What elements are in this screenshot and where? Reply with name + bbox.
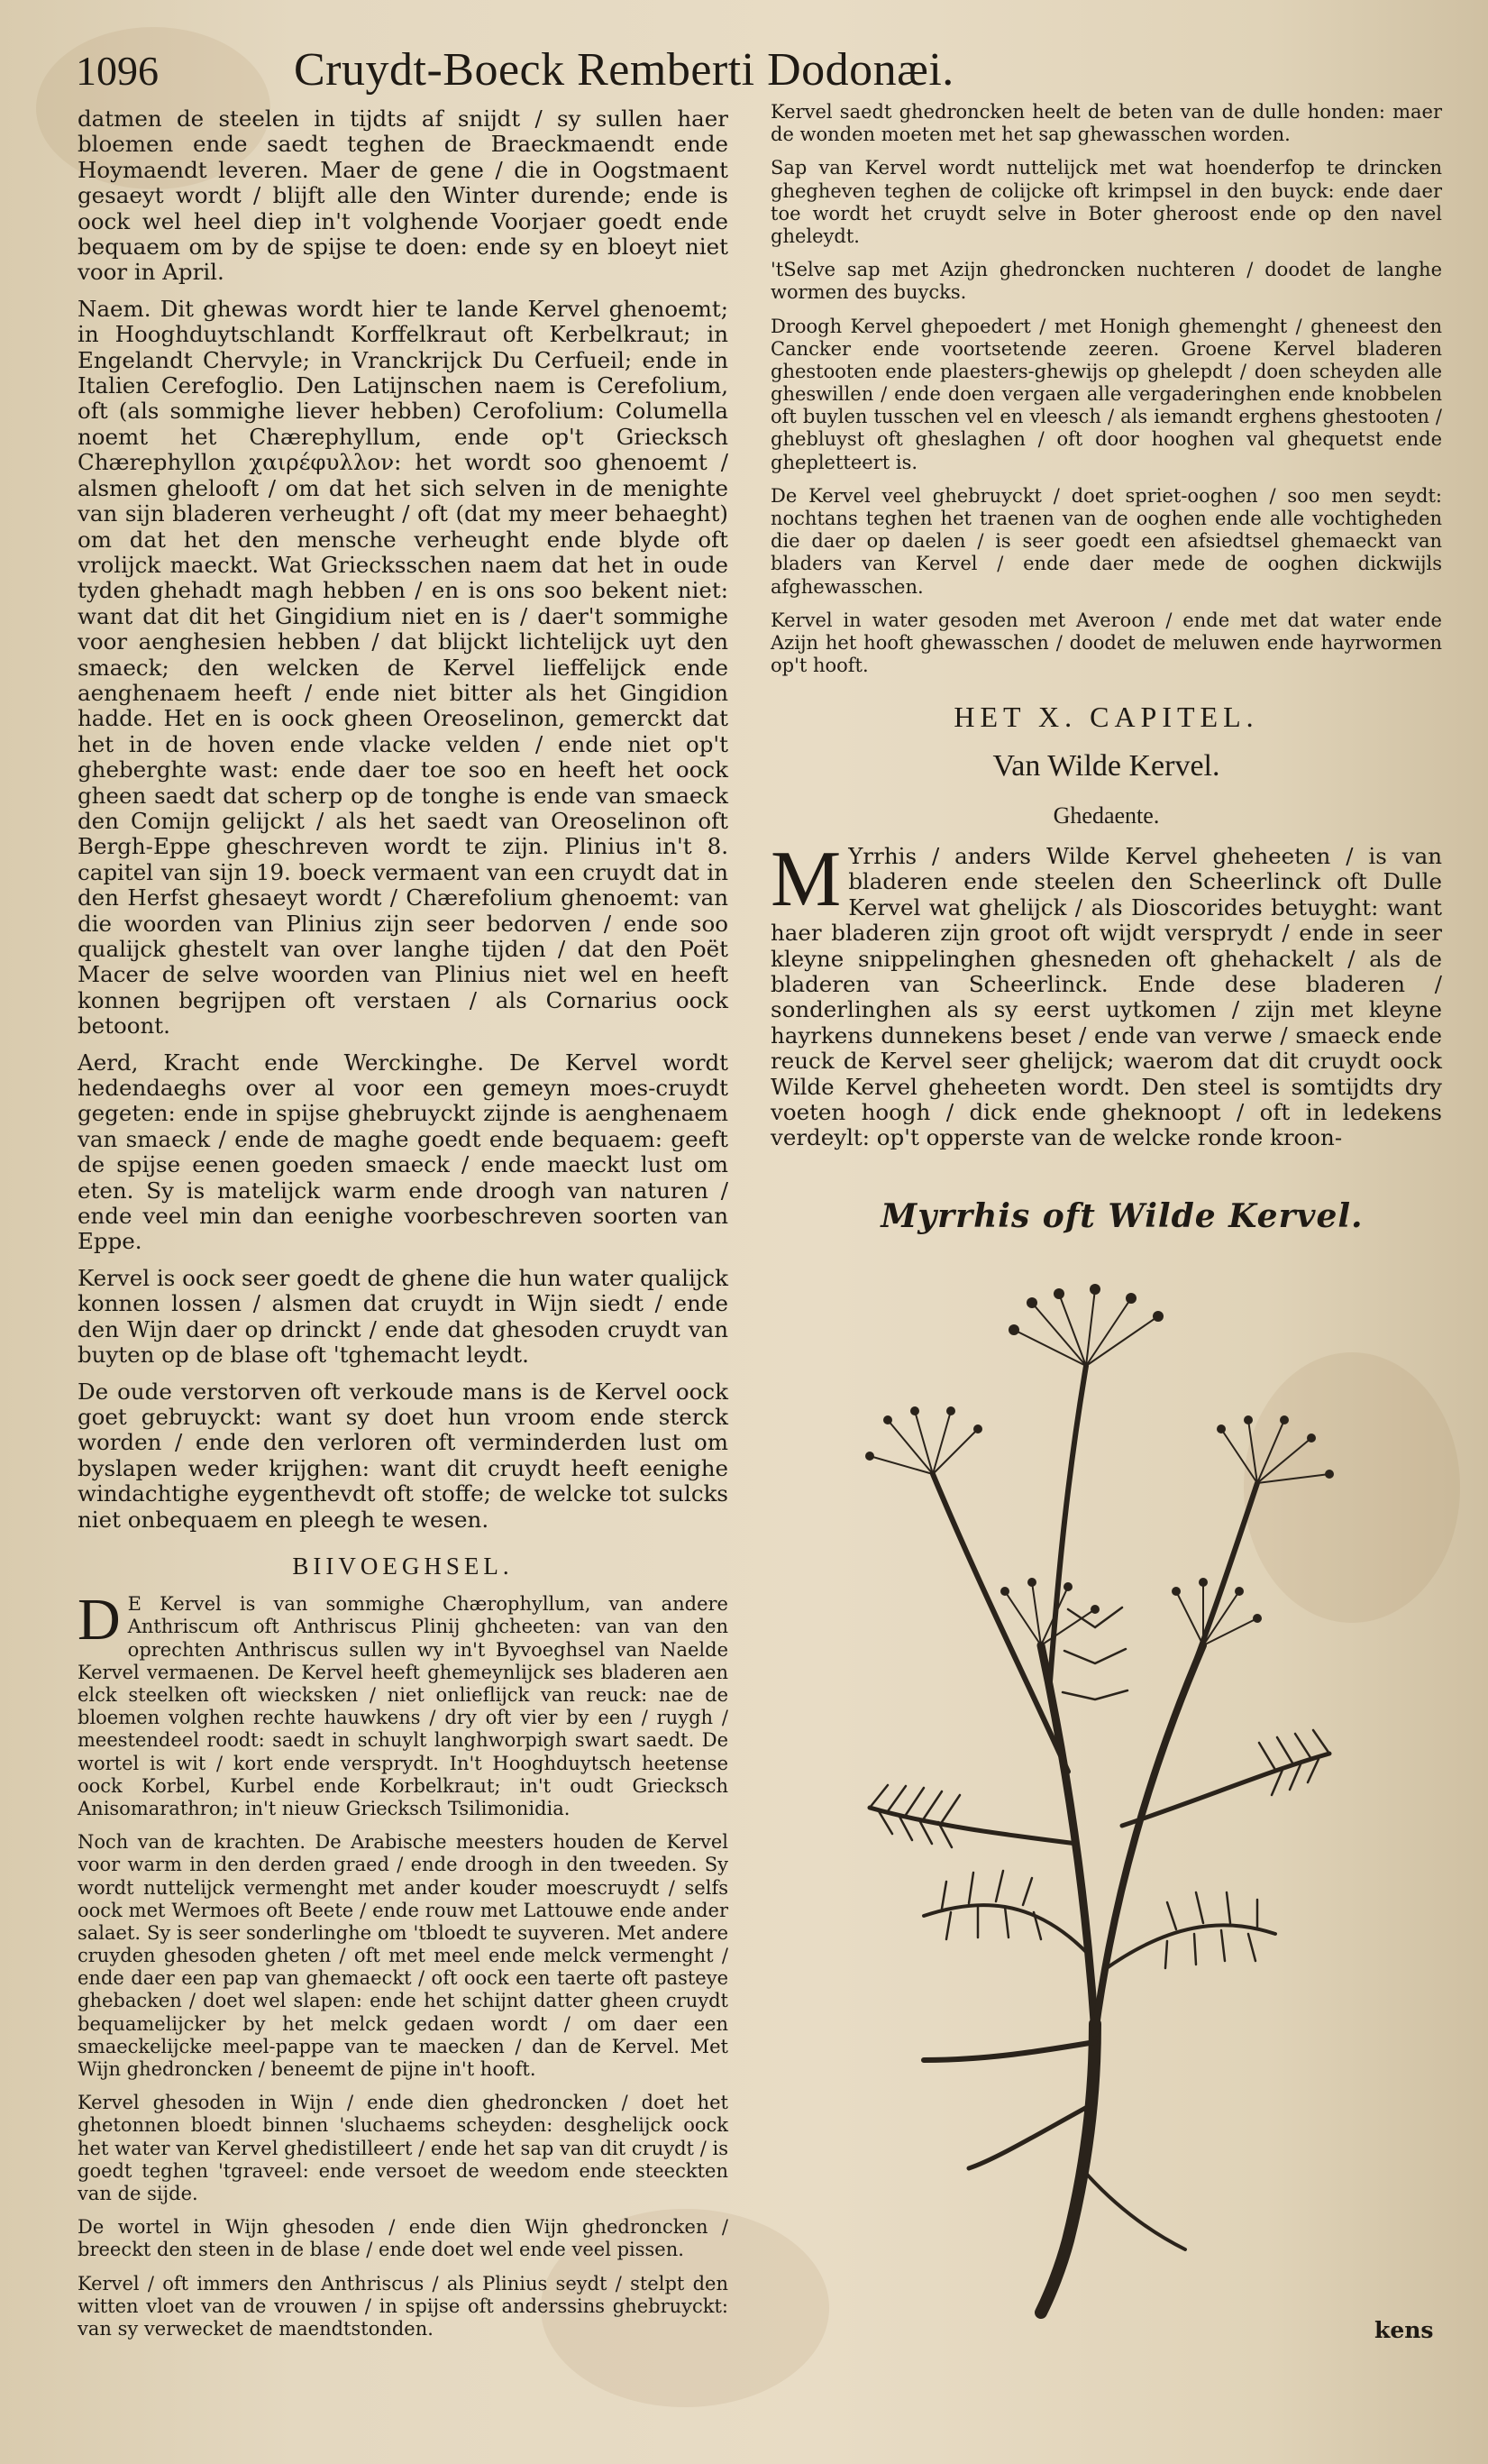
bijvoeghsel-section (78, 1587, 728, 2340)
chapter-body-text: Yrrhis / anders Wilde Kervel gheheeten / is van bladeren ende steelen den Scheerlinck oft Dulle Kervel wat ghelijck / als Dioscorides betuyght: want haer bladeren zijn groot oft wijdt versprydt / ende in seer kleyne snippelinghen ghesneden oft ghehackelt / als de bladeren van Scheerlinck. Ende dese bladeren / sonderlinghen als sy eerst uytkomen / zijn met kleyne hayrkens dunnekens beset / ende van verwe / smaeck ende reuck de Kervel seer ghelijck; waerom dat dit cruydt oock Wilde Kervel gheheeten wordt. Den steel is somtijdts dry voeten hoogh / dick ende gheknoopt / oft in ledekens verdeylt: op't opperste van de welcke ronde kroon- (771, 843, 1442, 1151)
paragraph: Kervel saedt ghedroncken heelt de beten van de dulle honden: maer de wonden moeten met het sap ghewasschen worden. (771, 101, 1442, 146)
bijvoeghsel-heading: BIIVOEGHSEL. (292, 1552, 514, 1580)
bijvoeghsel-text: E Kervel is van sommighe Chærophyllum, van andere Anthriscum oft Anthriscus Plinij ghcheeten: van van den oprechten Anthriscus sullen wy in't Byvoeghsel van Naelde Kervel vermaenen. De Kervel heeft ghemeynlijck ses bladeren aen elck steelken oft wiecksken / niet onlieflijck van reuck: nae de bloemen volghen rechte hauwkens / dry oft vier by een / ruygh / meestendeel roodt: saedt in schuylt langhworpigh swart saedt. De wortel is wit / kort ende versprydt. In't Hooghduytsch heetense oock Korbel, Kurbel ende Korbelkraut; in't oudt Griecksch Anisomarathron; in't nieuw Griecksch Tsilimonidia. (78, 1593, 728, 1819)
paragraph: Kervel / oft immers den Anthriscus / als Plinius seydt / stelpt den witten vloet van de vrouwen / in spijse oft anderssins ghebruyckt: van sy verwecket de maendtstonden. (78, 2272, 728, 2340)
aerd-paragraph: Aerd, Kracht ende Werckinghe. De Kervel wordt hedendaeghs over al voor een gemeyn moes-cruydt gegeten: ende in spijse ghebruyckt zijnde is aenghenaem van smaeck / ende de maghe goedt ende bequaem: geeft de spijse eenen goeden smaeck / ende maeckt lust om eten. Sy is matelijck warm ende droogh van naturen / ende veel min dan eenighe voorbeschreven soorten van Eppe. (78, 1049, 728, 1255)
naem-paragraph: Naem. Dit ghewas wordt hier te lande Kervel ghenoemt; in Hooghduytschlandt Korffelkraut oft Kerbelkraut; in Engelandt Chervyle; in Vranckrijck Du Cerfueil; ende in Italien Cerefoglio. Den Latijnschen naem is Cerefolium, oft (als sommighe liever hebben) Cerofolium: Columella noemt het Chærephyllum, ende op't Griecksch Chærephyllon χαιρέφυλλον: het wordt soo ghenoemt / alsmen ghelooft / om dat het sich selven in de menighte van sijn bladeren verheught / oft (dat my meer behaeght) om dat het den mensche verheught ende blyde oft vrolijck maeckt. Wat Griecksschen naem dat het in oude tyden ghehadt magh hebben / en is ons soo bekent niet: want dat dit het Gingidium niet en is / daer't sommighe voor aenghesien hebben / dat blijckt lichtelijck uyt den smaeck; den welcken de Kervel lieffelijck ende aenghenaem heeft / ende niet bitter als het Gingidion hadde. Het en is oock gheen Oreoselinon, gemerckt dat het in de hoven ende vlacke velden / ende niet op't gheberghte wast: ende daer toe soo en heeft het oock gheen saedt dat scherp op de tonghe is ende van smaeck den Comijn gelijckt / als het saedt van Oreoselinon oft Bergh-Eppe gheschreven wordt te zijn. Plinius in't 8. capitel van sijn 19. boeck vermaent van een cruydt dat in den Herfst ghesaeyt wordt / Chærefolium ghenoemt: van die woorden van Plinius zijn seer bedorven / ende soo qualijck ghestelt van over langhe tijden / dat den Poët Macer de selve woorden van Plinius niet wel en heeft konnen begrijpen oft verstaen / als Cornarius oock betoont. (78, 295, 728, 1040)
bijvoeghsel-paragraph (78, 1587, 728, 1820)
chapter-subtitle: Van Wilde Kervel. (992, 749, 1220, 783)
plant-illustration (825, 1267, 1383, 2331)
drop-cap: M (771, 836, 842, 924)
page-number: 1096 (76, 48, 159, 94)
paragraph: Kervel in water gesoden met Averoon / ende met dat water ende Azijn het hooft ghewasschen / doodet de meluwen ende hayrwormen op't hooft. (771, 609, 1442, 677)
paragraph: Droogh Kervel ghepoedert / met Honigh ghemenght / gheneest den Cancker ende voortsetende zeeren. Groene Kervel bladeren ghestooten ende plaesters-ghewijs op ghelepdt / doen scheyden alle gheswillen / ende doen vergaen alle vergaderinghen ende knobbelen oft buylen tusschen vel en vleesch / als iemandt erghens ghestooten / ghebluyst oft gheslaghen / oft door hooghen val ghequetst ende ghepletteert is. (771, 315, 1442, 473)
paragraph: De Kervel veel ghebruyckt / doet spriet-ooghen / soo men seydt: nochtans teghen het traenen van de ooghen ende alle vochtigheden die daer op daelen / is seer goedt een afsiedtsel ghemaeckt van bladers van Kervel / ende daer mede de ooghen dickwijls afghewasschen. (771, 484, 1442, 598)
paragraph: Kervel is oock seer goedt de ghene die hun water qualijck konnen lossen / alsmen dat cruydt in Wijn siedt / ende den Wijn daer op drinckt / ende dat ghesoden cruydt van buyten op de blase oft 'tghemacht leydt. (78, 1264, 728, 1369)
chapter-body (771, 836, 1442, 1151)
running-title: Cruydt-Boeck Remberti Dodonæi. (294, 44, 954, 96)
chapter-title: HET X. CAPITEL. (954, 701, 1259, 734)
right-column (771, 101, 1442, 1162)
paragraph: Sap van Kervel wordt nuttelijck met wat hoenderfop te drincken ghegheven teghen de colijcke oft krimpsel in den buyck: ende daer toe wordt het cruydt selve in Boter gheroost ende op den navel gheleydt. (771, 157, 1442, 247)
intro-paragraph: datmen de steelen in tijdts af snijdt / sy sullen haer bloemen ende saedt teghen de Braeckmaendt ende Hoymaendt leveren. Maer de gene / die in Oogstmaent gesaeyt wordt / blijft alle den Winter durende; ende is oock wel heel diep in't volghende Voorjaer goedt ende bequaem om by de spijse te doen: ende sy en bloeyt niet voor in April. (78, 105, 728, 286)
catchword: kens (1374, 2317, 1434, 2343)
paragraph: Noch van de krachten. De Arabische meesters houden de Kervel voor warm in den derden graed / ende droogh in den tweeden. Sy wordt nuttelijck vermenght met ander kouder moescruydt / selfs oock met Wermoes oft Beete / ende rouw met Lattouwe ende ander salaet. Sy is seer sonderlinghe om 'tbloedt te suyveren. Met andere cruyden ghesoden gheten / oft met meel ende melck vermenght / ende daer een pap van ghemaeckt / oft oock een taerte oft pasteye ghebacken / doet wel slapen: ende het schijnt datter gheen cruydt bequamelijcker by het melck gedaen wordt / om daer een smaeckelijcke meel-pappe van te maecken / dan de Kervel. Met Wijn ghedroncken / beneemt de pijne in't hooft. (78, 1831, 728, 2080)
paragraph: 'tSelve sap met Azijn ghedroncken nuchteren / doodet de langhe wormen des buycks. (771, 259, 1442, 304)
page-header (76, 43, 1103, 106)
remedies-section (771, 101, 1442, 677)
figure-caption: Myrrhis oft Wilde Kervel. (881, 1197, 1364, 1235)
drop-cap: D (78, 1587, 121, 1653)
paragraph: De wortel in Wijn ghesoden / ende dien Wijn ghedroncken / breeckt den steen in de blase / ende doet wel ende veel pissen. (78, 2216, 728, 2261)
ghedaente-heading: Ghedaente. (1053, 801, 1160, 829)
left-column (78, 106, 728, 2351)
paragraph: Kervel ghesoden in Wijn / ende dien ghedroncken / doet het ghetonnen bloedt binnen 'sluchaems scheyden: desghelijck oock het water van Kervel ghedistilleert / ende het sap van dit cruydt / is goedt teghen 'tgraveel: ende versoet de weedom ende steeckten van de sijde. (78, 2092, 728, 2204)
paragraph: De oude verstorven oft verkoude mans is de Kervel oock goet gebruyckt: want sy doet hun vroom ende sterck worden / ende den verloren oft verminderden lust om byslapen weder krijghen: want dit cruydt heeft eenighe windachtighe eygenthevdt oft stoffe; de welcke tot sulcks niet onbequaem en pleegh te wesen. (78, 1378, 728, 1533)
